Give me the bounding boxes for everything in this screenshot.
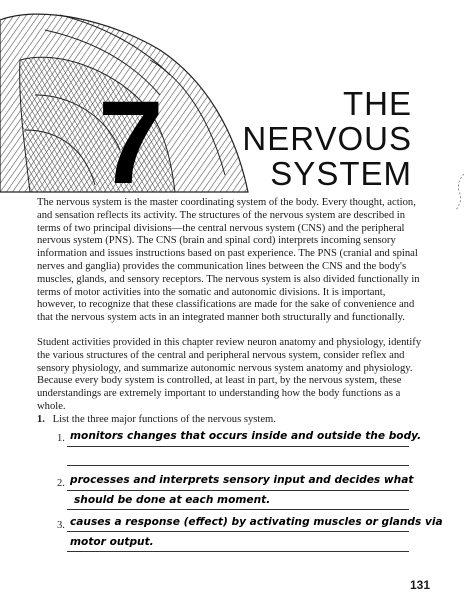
question-number: 1. bbox=[37, 414, 45, 425]
intro-paragraph-1: The nervous system is the master coordinating system of the body. Every thought, action, and sensation reflects its activity. The structures of the nervous system are described in terms of two principal divisions—the central nervous system (CNS) and the peripheral nervous system (PNS). The CNS (brain and spinal cord) interprets incoming sensory information and issues instructions based on past experience. The PNS (cranial and spinal nerves and ganglia) provides the communication lines between the CNS and the body's muscles, glands, and sensory receptors. The nervous system is also divided functionally in terms of motor activities into the somatic and autonomic divisions. It is important, however, to recognize that these classifications are made for the sake of convenience and that the nervous system acts in an integrated manner both structurally and functionally. bbox=[37, 197, 420, 324]
chapter-number: 7 bbox=[98, 77, 164, 209]
question-1 bbox=[37, 414, 276, 425]
title-line-2: NERVOUS bbox=[242, 120, 412, 157]
answer-number: 2. bbox=[57, 478, 65, 489]
intro-paragraph-2: Student activities provided in this chapter review neuron anatomy and physiology, identify the various structures of the central and peripheral nervous system, consider reflex and sensory physiology, and summarize autonomic nervous system anatomy and physiology. Because every body system is controlled, at least in part, by the nervous system, these understandings are extremely important to understanding how the body functions as a whole. bbox=[37, 336, 422, 412]
chapter-title bbox=[242, 86, 412, 191]
answer-line[interactable] bbox=[67, 531, 409, 532]
answer-line[interactable] bbox=[67, 490, 409, 491]
page-number: 131 bbox=[409, 578, 430, 592]
handwritten-answer: processes and interprets sensory input and decides what bbox=[70, 474, 414, 486]
title-line-1: THE bbox=[343, 85, 412, 122]
title-line-3: SYSTEM bbox=[270, 155, 412, 192]
answer-number: 1. bbox=[57, 433, 65, 444]
answer-number: 3. bbox=[57, 520, 65, 531]
answer-line[interactable] bbox=[67, 509, 409, 510]
answer-line[interactable] bbox=[67, 551, 409, 552]
question-text: List the three major functions of the nervous system. bbox=[52, 414, 276, 425]
handwritten-answer-continued: motor output. bbox=[70, 536, 154, 548]
margin-mark-icon bbox=[454, 172, 468, 212]
answer-line[interactable] bbox=[67, 465, 409, 466]
handwritten-answer: monitors changes that occurs inside and outside the body. bbox=[70, 430, 422, 442]
answer-line[interactable] bbox=[67, 446, 409, 447]
handwritten-answer-continued: should be done at each moment. bbox=[74, 494, 271, 506]
intro-text bbox=[37, 197, 423, 426]
handwritten-answer: causes a response (effect) by activating muscles or glands via bbox=[70, 516, 443, 528]
